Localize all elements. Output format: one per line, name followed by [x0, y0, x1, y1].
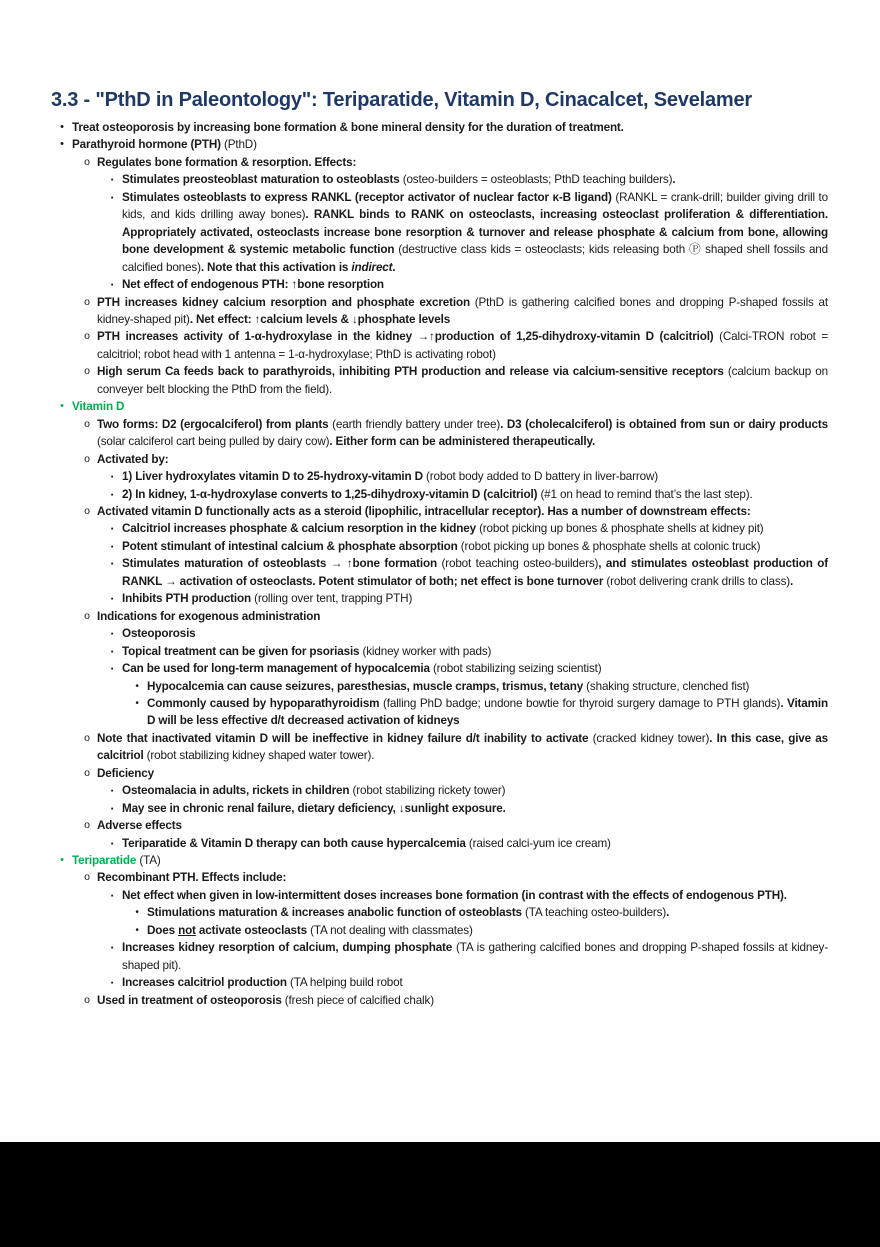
text-segment: Can be used for long-term management of hypocalcemia [122, 662, 433, 676]
bullet-marker: • [135, 697, 139, 709]
text-segment: PTH increases kidney calcium resorption and phosphate excretion [97, 295, 475, 309]
text-segment: PTH increases activity of 1-α-hydroxylase in the kidney →↑production of 1,25-dihydroxy-vitamin D (calcitriol) [97, 330, 720, 344]
text-segment: (fresh piece of calcified chalk) [284, 993, 434, 1007]
bullet-marker: ▪ [110, 664, 114, 674]
text-segment: Parathyroid hormone (PTH) [72, 138, 221, 152]
text-segment: . Either form can be administered therapeutically. [329, 435, 596, 449]
list-item [51, 328, 828, 363]
text-segment: . In this case, give as calcitriol [97, 731, 828, 763]
bullet-marker: ▪ [110, 175, 114, 185]
text-segment: (TA is gathering calcified bones and dropping P-shaped fossils at kidney-shaped pit). [122, 941, 828, 972]
text-segment: (falling PhD badge; undone bowtie for thyroid surgery damage to PTH glands) [383, 696, 781, 710]
list-item [51, 590, 828, 607]
bullet-marker: ▪ [110, 472, 114, 482]
list-item-text [97, 610, 320, 623]
list-item-text [97, 296, 828, 326]
list-item [51, 503, 828, 520]
text-segment: . Net effect: ↑calcium levels & ↓phosphate levels [189, 312, 451, 326]
text-segment: (robot delivering crank drills to class) [606, 574, 791, 588]
text-segment: (destructive class kids = osteoclasts; kids releasing both Ⓟ shaped shell fossils and calcified bones) [122, 243, 828, 274]
text-segment: (RANKL = crank-drill; builder giving drill to kids, and kids drilling away bones) [122, 190, 828, 222]
bullet-marker: o [84, 871, 90, 884]
bullet-marker: • [60, 121, 64, 133]
bullet-marker: ▪ [110, 646, 114, 656]
bottom-black-bar [0, 1142, 880, 1247]
list-item-text [122, 802, 506, 815]
list-item [51, 643, 828, 660]
bullet-marker: o [84, 731, 90, 744]
text-segment: activate osteoclasts [195, 923, 311, 937]
list-item-text [122, 488, 753, 501]
list-item [51, 782, 828, 799]
text-segment: (earth friendly battery under tree) [332, 417, 501, 431]
text-segment: not [178, 923, 196, 937]
list-item [51, 555, 828, 590]
bullet-marker: ▪ [110, 803, 114, 813]
text-segment: (robot stabilizing kidney shaped water tower). [146, 749, 375, 763]
text-segment: (robot body added to D battery in liver-barrow) [426, 470, 659, 484]
text-segment: Does [147, 923, 179, 937]
bullet-marker: ▪ [110, 629, 114, 639]
bullet-marker: • [60, 138, 64, 151]
list-item [51, 119, 828, 136]
bullet-marker: o [84, 330, 90, 343]
bullet-marker: o [84, 609, 90, 622]
text-segment: Topical treatment can be given for psoriasis [122, 644, 363, 658]
list-item [51, 887, 828, 904]
list-item-text [72, 121, 624, 134]
bullet-marker: o [84, 766, 90, 779]
text-segment: Regulates bone formation & resorption. Effects: [97, 155, 357, 169]
list-item-text [147, 680, 749, 693]
text-segment: Recombinant PTH. Effects include: [97, 871, 287, 885]
text-segment: (kidney worker with pads) [362, 644, 492, 658]
bullet-marker: o [84, 504, 90, 517]
list-item [51, 765, 828, 782]
list-item-text [122, 976, 403, 989]
list-item-text [72, 138, 257, 151]
text-segment: Teriparatide & Vitamin D therapy can both cause hypercalcemia [122, 836, 469, 850]
list-item [51, 538, 828, 555]
text-segment: (osteo-builders = osteoblasts; PthD teaching builders) [402, 173, 673, 187]
list-item [51, 276, 828, 293]
text-segment: High serum Ca feeds back to parathyroids, inhibiting PTH production and release via calcium-sensitive receptors [97, 365, 728, 379]
list-item [51, 992, 828, 1009]
bullet-marker: o [84, 155, 90, 168]
list-item [51, 974, 828, 991]
list-item-text [122, 557, 828, 587]
bullet-marker: • [135, 907, 139, 919]
text-segment: . [790, 574, 794, 588]
text-segment: (robot teaching osteo-builders) [441, 557, 599, 571]
list-item [51, 678, 828, 695]
text-segment: (calcium backup on conveyer belt blocking the PthD from the field). [97, 365, 828, 396]
text-segment: (shaking structure, clenched fist) [586, 679, 750, 693]
text-segment: Adverse effects [97, 819, 182, 833]
bullet-marker: o [84, 993, 90, 1006]
list-item [51, 451, 828, 468]
list-item [51, 398, 828, 415]
text-segment: Calcitriol increases phosphate & calcium resorption in the kidney [122, 522, 480, 536]
bullet-marker: ▪ [110, 838, 114, 848]
bullet-marker: ▪ [110, 890, 114, 900]
text-segment: . [672, 173, 676, 187]
list-item-text [97, 453, 168, 466]
text-segment: . Vitamin D will be less effective d/t decreased activation of kidneys [147, 696, 828, 728]
list-item-text [122, 645, 491, 658]
bullet-marker: o [84, 295, 90, 308]
text-segment: . [392, 260, 396, 274]
text-segment: (rolling over tent, trapping PTH) [254, 592, 413, 606]
list-item-text [97, 732, 828, 762]
list-item-text [122, 784, 505, 797]
text-segment: Deficiency [97, 766, 154, 780]
list-item-text [97, 330, 828, 360]
list-item [51, 189, 828, 276]
list-item [51, 468, 828, 485]
list-item [51, 660, 828, 677]
list-item-text [72, 854, 161, 867]
list-item-text [122, 470, 658, 483]
list-item [51, 363, 828, 398]
list-item-text [122, 592, 412, 605]
list-item [51, 486, 828, 503]
text-segment: . RANKL binds to RANK on osteoclasts, increasing osteoclast proliferation & differentiation. Appropriately activated, osteoclasts increase bone resorption & turnover and release phosphate & calcium from bone, allowing bone development & systemic metabolic function [122, 208, 829, 257]
text-segment: Used in treatment of osteoporosis [97, 993, 285, 1007]
list-item [51, 154, 828, 171]
text-segment: (robot picking up bones & phosphate shells at colonic truck) [460, 539, 761, 553]
bullet-marker: o [84, 819, 90, 832]
text-segment: Net effect of endogenous PTH: ↑bone resorption [122, 278, 384, 292]
text-segment: Potent stimulant of intestinal calcium & phosphate absorption [122, 539, 461, 553]
bullet-marker: ▪ [110, 943, 114, 953]
list-item-text [122, 837, 611, 850]
bullet-marker: ▪ [110, 489, 114, 499]
text-segment: Stimulates maturation of osteoblasts → ↑bone formation [122, 557, 442, 571]
bullet-marker: ▪ [110, 192, 114, 202]
list-item [51, 800, 828, 817]
bullet-marker: ▪ [110, 594, 114, 604]
bullet-marker: • [60, 854, 64, 867]
list-item-text [97, 767, 154, 780]
text-segment: Increases kidney resorption of calcium, dumping phosphate [122, 941, 456, 955]
text-segment: Treat osteoporosis by increasing bone formation & bone mineral density for the duration of treatment. [72, 121, 624, 134]
list-item-text [97, 365, 828, 395]
list-item-text [122, 662, 601, 675]
list-item [51, 695, 828, 730]
text-segment: Osteomalacia in adults, rickets in children [122, 784, 353, 798]
text-segment: (robot stabilizing seizing scientist) [432, 662, 602, 676]
bullet-marker: o [84, 365, 90, 378]
bullet-marker: ▪ [110, 786, 114, 796]
list-item-text [122, 627, 196, 640]
list-item-text [147, 697, 828, 727]
text-segment: (robot picking up bones & phosphate shells at kidney pit) [479, 522, 764, 536]
list-item-text [97, 418, 828, 448]
text-segment: Stimulates osteoblasts to express RANKL (receptor activator of nuclear factor κ-B ligand) [122, 190, 616, 204]
text-segment: Inhibits PTH production [122, 592, 255, 606]
bullet-marker: • [60, 400, 64, 413]
list-item-text [97, 994, 434, 1007]
page-title: 3.3 - "PthD in Paleontology": Teriparatide, Vitamin D, Cinacalcet, Sevelamer [51, 89, 753, 111]
list-item [51, 817, 828, 834]
bullet-marker: ▪ [110, 559, 114, 569]
text-segment: . [666, 906, 670, 920]
list-item [51, 835, 828, 852]
text-segment: (solar calciferol cart being pulled by dairy cow) [97, 435, 330, 449]
list-item-text [122, 278, 384, 291]
text-segment: (TA helping build robot [289, 976, 403, 990]
text-segment: 1) Liver hydroxylates vitamin D to 25-hydroxy-vitamin D [122, 470, 427, 484]
text-segment: Activated vitamin D functionally acts as a steroid (lipophilic, intracellular receptor). Has a number of downstream effects: [97, 504, 751, 518]
text-segment: 2) In kidney, 1-α-hydroxylase converts to 1,25-dihydroxy-vitamin D (calcitriol) [122, 487, 541, 501]
text-segment: May see in chronic renal failure, dietary deficiency, ↓sunlight exposure. [122, 801, 506, 815]
list-item-text [97, 156, 356, 169]
text-segment: indirect [351, 260, 393, 274]
list-item [51, 520, 828, 537]
list-item-text [97, 871, 286, 884]
text-segment: Osteoporosis [122, 627, 196, 641]
text-segment: (PthD) [220, 138, 257, 152]
list-item-text [122, 522, 764, 535]
list-item [51, 625, 828, 642]
text-segment: (Calci-TRON robot = calcitriol; robot head with 1 antenna = 1-α-hydroxylase; PthD is activating robot) [97, 330, 829, 361]
text-segment: . D3 (cholecalciferol) is obtained from sun or dairy products [500, 417, 828, 431]
list-item [51, 294, 828, 329]
list-item-text [122, 191, 828, 274]
text-segment: Teriparatide [72, 854, 137, 868]
list-item [51, 922, 828, 939]
list-item [51, 939, 828, 974]
text-segment: Note that inactivated vitamin D will be ineffective in kidney failure d/t inability to activate [97, 731, 593, 745]
text-segment: Two forms: D2 (ergocalciferol) from plants [97, 417, 333, 431]
text-segment: (#1 on head to remind that’s the last step). [540, 487, 753, 501]
bullet-marker: • [135, 924, 139, 936]
list-item [51, 171, 828, 188]
list-item-text [97, 819, 182, 832]
list-item [51, 869, 828, 886]
text-segment: (cracked kidney tower) [592, 731, 710, 745]
list-item-text [122, 540, 760, 553]
list-item-text [147, 906, 669, 919]
bullet-marker: ▪ [110, 541, 114, 551]
text-segment: (PthD is gathering calcified bones and dropping P-shaped fossils at kidney-shaped pit) [97, 295, 828, 326]
text-segment: Stimulations maturation & increases anabolic function of osteoblasts [147, 906, 526, 920]
bullet-marker: o [84, 417, 90, 430]
bullet-marker: • [135, 680, 139, 692]
list-item-text [147, 924, 473, 937]
list-item-text [72, 400, 124, 413]
text-segment: . Note that this activation is [200, 260, 352, 274]
text-segment: Indications for exogenous administration [97, 609, 321, 623]
bullet-marker: ▪ [110, 524, 114, 534]
list-item [51, 416, 828, 451]
bullet-marker: ▪ [110, 978, 114, 988]
list-item [51, 136, 828, 153]
list-item-text [122, 889, 787, 902]
bullet-marker: ▪ [110, 280, 114, 290]
list-item-text [97, 505, 751, 518]
text-segment: Stimulates preosteoblast maturation to osteoblasts [122, 173, 403, 187]
list-item [51, 904, 828, 921]
text-segment: Increases calcitriol production [122, 976, 290, 990]
text-segment: , and stimulates osteoblast production of RANKL → activation of osteoclasts. Potent stimulator of both; net effect is bone turnover [122, 557, 828, 588]
list-item-text [122, 173, 675, 186]
text-segment: Net effect when given in low-intermittent doses increases bone formation (in contrast with the effects of endogenous PTH). [122, 888, 787, 902]
text-segment: Vitamin D [72, 400, 125, 414]
text-segment: Commonly caused by hypoparathyroidism [147, 696, 384, 710]
list-item [51, 608, 828, 625]
text-segment: (raised calci-yum ice cream) [468, 836, 611, 850]
list-item-text [122, 941, 828, 971]
list-item [51, 852, 828, 869]
text-segment: (TA not dealing with classmates) [310, 923, 473, 937]
text-segment: Activated by: [97, 452, 169, 466]
text-segment: Hypocalcemia can cause seizures, paresthesias, muscle cramps, trismus, tetany [147, 679, 587, 693]
text-segment: (TA teaching osteo-builders) [525, 906, 667, 920]
text-segment: (TA) [136, 854, 161, 868]
list-item [51, 730, 828, 765]
bullet-marker: o [84, 452, 90, 465]
text-segment: (robot stabilizing rickety tower) [352, 784, 506, 798]
notes-list [51, 119, 828, 1009]
